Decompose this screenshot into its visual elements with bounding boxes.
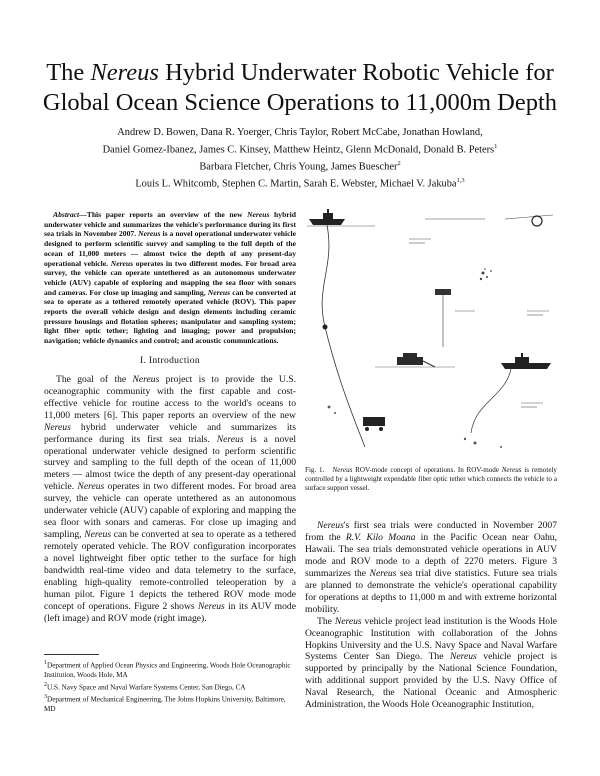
nereus-italic: Nereus bbox=[334, 615, 362, 627]
footnote-rule bbox=[44, 654, 99, 655]
intro-text: is a novel operational underwater vehicle designed to perform scientific survey and sampling to the full depth of the ocean of 11,000 meters — almost twice the depth of any present-day operational vehicle. bbox=[44, 433, 296, 493]
intro-nereus: Nereus bbox=[216, 433, 244, 445]
intro-text: operates in two different modes. For broad area survey, the vehicle can operate untethered as an autonomous underwater vehicle (AUV) capable of exploring and mapping the sea floor with sonars and cameras. For close up imaging and sampling, bbox=[44, 481, 296, 541]
abstract-nereus: Nereus bbox=[247, 210, 270, 219]
nereus-italic: Nereus bbox=[317, 520, 344, 531]
vehicle-descending-icon bbox=[435, 289, 451, 347]
seafloor-vehicle-icon bbox=[363, 417, 385, 431]
author-line-3-text: Barbara Fletcher, Chris Young, James Buescher bbox=[199, 161, 398, 173]
intro-text: hybrid underwater vehicle and summarizes its performance during its first sea trials. bbox=[44, 421, 296, 445]
body-text: sea trial dive statistics. Future sea trials are planned to demonstrate the vehicle's operational capability for operations at depths to 11,000 m and with extreme horizontal mobility. bbox=[305, 567, 557, 615]
author-line-1: Andrew D. Bowen, Dana R. Yoerger, Chris Taylor, Robert McCabe, Jonathan Howland, bbox=[117, 127, 483, 138]
body-text: in the Pacific Ocean near Oahu, Hawaii. The sea trials demonstrated vehicle operations in AUV mode and ROV mode to a depth of 2270 meters. Figure 3 summarizes the bbox=[305, 531, 557, 579]
abstract-dash: — bbox=[79, 210, 87, 219]
author-list bbox=[40, 126, 560, 191]
seafloor-rocks bbox=[328, 406, 502, 448]
sea-trials-paragraph bbox=[305, 520, 557, 616]
abstract-text: hybrid underwater vehicle and summarizes the vehicle's performance during its first sea trials in November 2007. bbox=[44, 210, 296, 239]
author-line-2 bbox=[40, 140, 560, 157]
body-text: The bbox=[317, 615, 335, 627]
footnote-mark: 2 bbox=[44, 681, 47, 688]
footnote-1 bbox=[44, 659, 296, 680]
intro-nereus: Nereus bbox=[77, 481, 105, 493]
caption-nereus: Nereus bbox=[501, 466, 522, 474]
figure-labels bbox=[409, 239, 549, 407]
abstract-text: This paper reports an overview of the new bbox=[86, 210, 248, 219]
fiber-tether-line-2 bbox=[471, 369, 511, 433]
intro-text: in its AUV mode (left image) and ROV mode (right image). bbox=[44, 600, 296, 624]
footnote-mark: 3 bbox=[44, 694, 47, 701]
caption-text: ROV-mode concept of operations. In ROV-mode bbox=[352, 466, 502, 474]
right-column bbox=[305, 520, 557, 711]
intro-nereus: Nereus bbox=[84, 529, 112, 541]
abstract-nereus: Nereus bbox=[110, 258, 134, 268]
intro-paragraph bbox=[44, 374, 296, 625]
footnote-2 bbox=[44, 681, 296, 693]
abstract-nereus: Nereus bbox=[207, 287, 231, 297]
body-text: vehicle project lead institution is the Woods Hole Oceanographic Institution with collaboration of the Johns Hopkins University and the U.S. Navy Space and Naval Warfare Systems Center San Diego. The bbox=[305, 615, 557, 663]
footnote-text: U.S. Navy Space and Naval Warfare Systems Center, San Diego, CA bbox=[47, 683, 246, 692]
footnote-3 bbox=[44, 693, 296, 714]
intro-nereus: Nereus bbox=[197, 600, 225, 612]
footnote-text: Department of Mechanical Engineering, The Johns Hopkins University, Baltimore, MD bbox=[44, 695, 286, 713]
abstract-text: is a novel operational underwater vehicle designed to perform scientific survey and sampling to the full depth of the ocean of 11,000 meters — almost twice the depth of any present-day operational vehicle. bbox=[44, 229, 296, 268]
intro-nereus: Nereus bbox=[44, 421, 71, 433]
author-line-2-text: Daniel Gomez-Ibanez, James C. Kinsey, Matthew Heintz, Glenn McDonald, Donald B. Peters bbox=[102, 144, 495, 156]
author-line-4-text: Louis L. Whitcomb, Stephen C. Martin, Sarah E. Webster, Michael V. Jakuba bbox=[135, 178, 457, 190]
abstract-nereus: Nereus bbox=[138, 229, 161, 239]
caption-label: Fig. 1. bbox=[305, 466, 325, 474]
figure-1-caption bbox=[305, 466, 557, 493]
annotation-line bbox=[505, 215, 553, 219]
figure-1-concept-illustration bbox=[305, 207, 557, 459]
spool-particles bbox=[480, 268, 492, 280]
abstract-label: Abstract bbox=[53, 210, 80, 219]
depressor-weight-icon bbox=[323, 325, 328, 330]
author-line-3 bbox=[40, 157, 560, 174]
buoy-icon bbox=[532, 216, 542, 226]
surface-ship-icon bbox=[309, 209, 345, 225]
abstract-text: operates in two different modes. For broad area survey, the vehicle can operate untethered as an autonomous underwater vehicle (AUV) capable of exploring and mapping the sea floor with sonars and cameras. For close up imaging and sampling, bbox=[44, 258, 296, 297]
fiber-tether-line bbox=[322, 225, 365, 447]
affiliation-mark: 2 bbox=[397, 159, 401, 167]
rov-vehicle-icon bbox=[397, 353, 435, 367]
institution-paragraph bbox=[305, 616, 557, 712]
title-italic: Nereus bbox=[90, 59, 159, 86]
intro-nereus: Nereus bbox=[132, 373, 160, 385]
caption-nereus: Nereus bbox=[332, 466, 353, 474]
intro-text: The goal of the bbox=[56, 373, 133, 385]
body-text: 's first sea trials were conducted in November 2007 from the bbox=[305, 520, 557, 543]
ship-name: R.V. Kilo Moana bbox=[345, 531, 416, 543]
section-heading-introduction: I. Introduction bbox=[140, 354, 200, 366]
nereus-italic: Nereus bbox=[449, 651, 477, 663]
footnotes bbox=[44, 659, 296, 715]
left-column bbox=[44, 210, 296, 625]
body-text: vehicle project is supported by principally by the National Science Foundation, with additional support provided by the U.S. Navy Office of Naval Research, the National Oceanic and Atmospheric Administration, the Woods Hole Oceanographic Institution, bbox=[305, 651, 557, 711]
affiliation-mark: 1,3 bbox=[456, 176, 465, 184]
footnote-text: Department of Applied Ocean Physics and Engineering, Woods Hole Oceanographic Institution, Woods Hole, MA bbox=[44, 661, 291, 679]
title-text: The bbox=[46, 59, 91, 86]
caption-text: is remotely controlled by a lightweight expendable fiber optic tether which connects the vehicle to a surface support vessel. bbox=[305, 466, 557, 492]
author-line-4 bbox=[40, 174, 560, 191]
intro-text: project is to provide the U.S. oceanographic community with the first capable and cost-effective vehicle for routine access to the world's oceans to 11,000 meters [6]. This paper reports an overview of the new bbox=[44, 373, 296, 421]
title-text-rest: Hybrid Underwater Robotic Vehicle for Global Ocean Science Operations to 11,000m Depth bbox=[42, 59, 558, 116]
abstract-text: can be converted at sea to operate as a tethered remotely operated vehicle (ROV). This paper reports the overall vehicle design and design elements including ceramic pressure housings and flotation spheres; manipulator and sampling system; light fiber optic tether; lighting and imaging; power and propulsion; navigation; vehicle dynamics and control; and acoustic communications. bbox=[44, 287, 296, 346]
paper-title bbox=[20, 58, 580, 118]
support-ship-icon bbox=[501, 353, 551, 369]
affiliation-mark: 1 bbox=[494, 142, 498, 150]
abstract bbox=[44, 210, 296, 346]
footnote-mark: 1 bbox=[44, 660, 47, 666]
intro-text: can be converted at sea to operate as a tethered remotely operated vehicle. The ROV configuration incorporates a novel lightweight fiber optic tether to the surface for high bandwidth real-time video and data telemetry to the surface, enabling high-quality remote-controlled teleoperation by a human pilot. Figure 1 depicts the tethered ROV mode mode concept of operations. Figure 2 shows bbox=[44, 529, 296, 612]
nereus-italic: Nereus bbox=[369, 567, 397, 579]
